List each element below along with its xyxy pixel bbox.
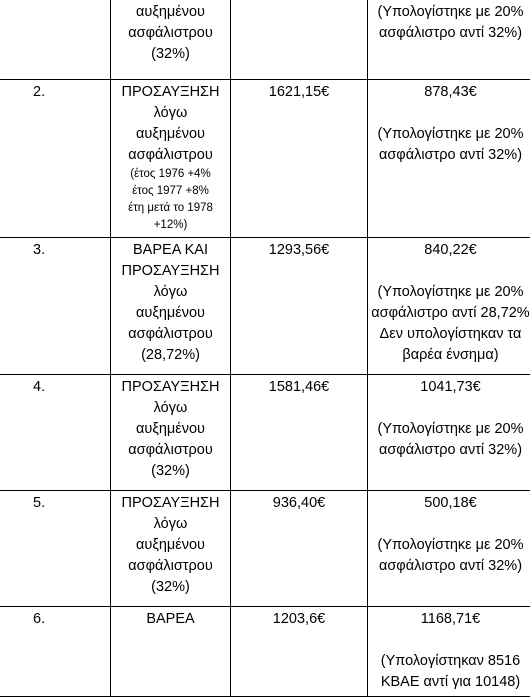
spacer — [368, 398, 530, 419]
description-line: αυξημένου — [111, 303, 230, 324]
table-row — [0, 238, 530, 375]
calculation-note-line: Δεν υπολογίστηκαν τα — [368, 324, 530, 345]
calculated-value: 1168,71€ — [368, 609, 530, 630]
description-line: (32%) — [111, 461, 230, 482]
row-description — [111, 375, 231, 491]
spacer — [368, 103, 530, 124]
row-calculation — [368, 80, 530, 238]
calculation-note-line: (Υπολογίστηκε με 20% — [368, 535, 530, 556]
calculated-value: 878,43€ — [368, 82, 530, 103]
table-row — [0, 491, 530, 607]
description-line: λόγω — [111, 282, 230, 303]
row-amount: 1621,15€ — [231, 80, 368, 238]
description-note-line: +12%) — [111, 217, 230, 234]
calculated-value: 1041,73€ — [368, 377, 530, 398]
spacer — [368, 630, 530, 651]
row-description — [111, 80, 231, 238]
row-number — [0, 0, 111, 80]
description-line: ΠΡΟΣΑΥΞΗΣΗ — [111, 493, 230, 514]
row-description — [111, 607, 231, 697]
row-calculation — [368, 238, 530, 375]
row-description — [111, 491, 231, 607]
calculation-note-line: ασφάλιστρο αντί 32%) — [368, 145, 530, 166]
row-number: 5. — [0, 491, 111, 607]
row-number: 6. — [0, 607, 111, 697]
description-note-line: έτος 1977 +8% — [111, 183, 230, 200]
calculation-note-line: (Υπολογίστηκε με 20% — [368, 2, 530, 23]
row-amount: 1581,46€ — [231, 375, 368, 491]
description-line: ασφάλιστρου — [111, 556, 230, 577]
description-line: αυξημένου — [111, 419, 230, 440]
calculation-note-line: (Υπολογίστηκε με 20% — [368, 419, 530, 440]
calculated-value: 500,18€ — [368, 493, 530, 514]
description-line: (28,72%) — [111, 345, 230, 366]
spacer — [368, 261, 530, 282]
description-line: ασφάλιστρου — [111, 23, 230, 44]
description-line: ασφάλιστρου — [111, 145, 230, 166]
table-row — [0, 0, 530, 80]
description-line: λόγω — [111, 514, 230, 535]
description-line: ΠΡΟΣΑΥΞΗΣΗ — [111, 82, 230, 103]
calculation-note-line: ασφάλιστρο αντί 32%) — [368, 440, 530, 461]
description-line: λόγω — [111, 398, 230, 419]
calculation-note-line: ασφάλιστρο αντί 32%) — [368, 556, 530, 577]
calculation-note-line: βαρέα ένσημα) — [368, 345, 530, 366]
row-calculation — [368, 375, 530, 491]
row-amount: 1203,6€ — [231, 607, 368, 697]
description-line: ασφάλιστρου — [111, 324, 230, 345]
row-description — [111, 0, 231, 80]
calculation-note-line: ασφάλιστρο αντί 32%) — [368, 23, 530, 44]
description-line: ΠΡΟΣΑΥΞΗΣΗ — [111, 261, 230, 282]
description-line: (32%) — [111, 44, 230, 65]
description-line: ΠΡΟΣΑΥΞΗΣΗ — [111, 377, 230, 398]
description-note-line: (έτος 1976 +4% — [111, 166, 230, 183]
table-row — [0, 375, 530, 491]
calculation-note-line: ασφάλιστρο αντί 28,72% — [368, 303, 530, 324]
row-number: 2. — [0, 80, 111, 238]
row-description — [111, 238, 231, 375]
description-line: αυξημένου — [111, 535, 230, 556]
table-row — [0, 607, 530, 697]
table-row — [0, 80, 530, 238]
spacer — [368, 514, 530, 535]
row-amount: 936,40€ — [231, 491, 368, 607]
row-amount: 1293,56€ — [231, 238, 368, 375]
calculation-note-line: ΚΒΑΕ αντί για 10148) — [368, 672, 530, 693]
description-line: λόγω — [111, 103, 230, 124]
description-line: αυξημένου — [111, 124, 230, 145]
calculation-note-line: (Υπολογίστηκε με 20% — [368, 124, 530, 145]
calculated-value: 840,22€ — [368, 240, 530, 261]
calculation-note-line: (Υπολογίστηκε με 20% — [368, 282, 530, 303]
description-line: ΒΑΡΕΑ ΚΑΙ — [111, 240, 230, 261]
calculation-note-line: (Υπολογίστηκαν 8516 — [368, 651, 530, 672]
row-number: 4. — [0, 375, 111, 491]
description-line: ασφάλιστρου — [111, 440, 230, 461]
row-calculation — [368, 0, 530, 80]
row-amount — [231, 0, 368, 80]
description-line: (32%) — [111, 577, 230, 598]
description-note-line: έτη μετά το 1978 — [111, 200, 230, 217]
description-line: αυξημένου — [111, 2, 230, 23]
row-number: 3. — [0, 238, 111, 375]
row-calculation — [368, 607, 530, 697]
row-calculation — [368, 491, 530, 607]
description-line: ΒΑΡΕΑ — [111, 609, 230, 630]
